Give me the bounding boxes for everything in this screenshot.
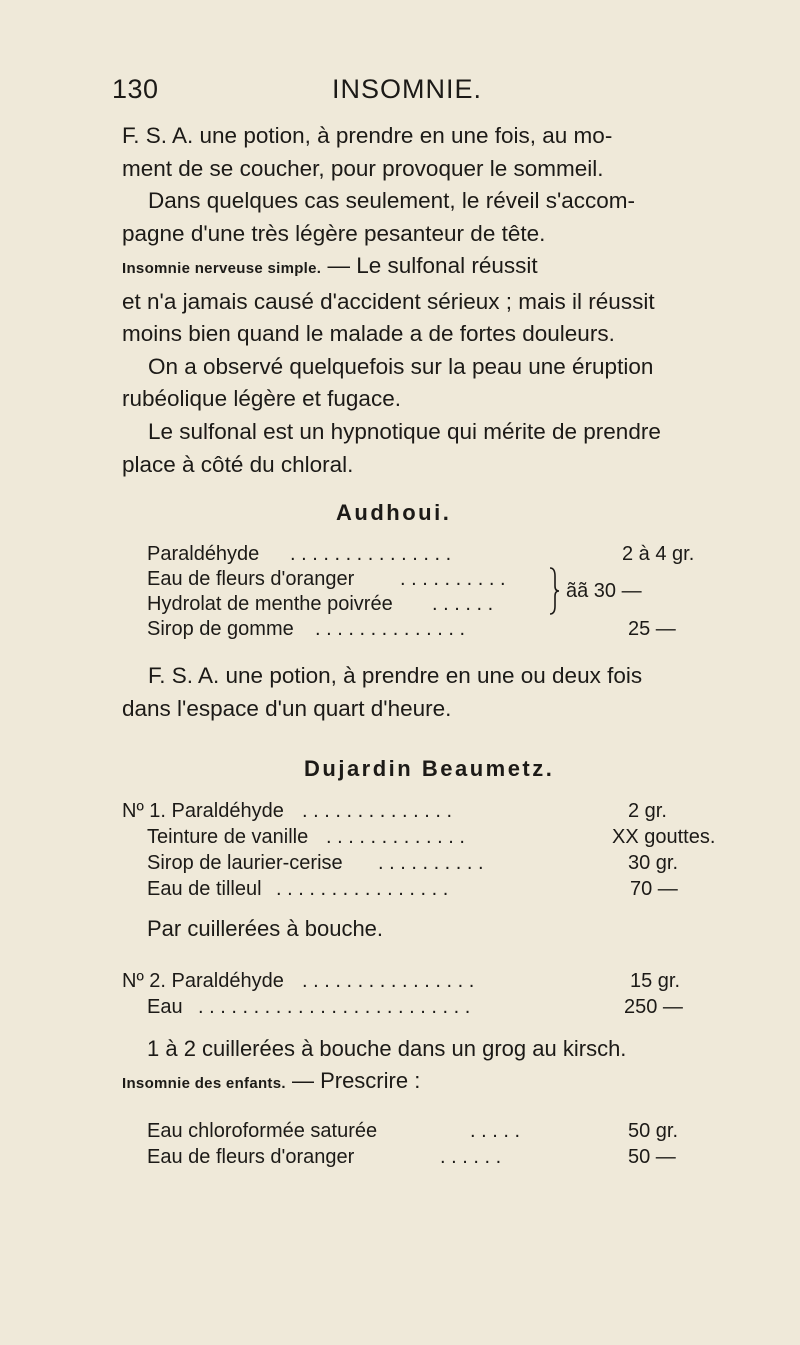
text-line: Dans quelques cas seulement, le réveil s'accom- (148, 188, 636, 214)
formula-row-dose: 25 — (628, 618, 676, 640)
formula-row-dose: 50 gr. (628, 1120, 679, 1142)
section-heading: Insomnie nerveuse simple. (122, 260, 322, 277)
leader-dots: . . . . . . (432, 593, 494, 615)
formula-row-dose: 70 — (630, 878, 678, 900)
text-line: Le sulfonal est un hypnotique qui mérite de prendre (148, 418, 661, 444)
text-line: ment de se coucher, pour provoquer le sommeil. (122, 155, 604, 181)
formula-instruction (122, 660, 732, 725)
formula-row-name: Eau de fleurs d'oranger (147, 568, 355, 590)
page-number: 130 (112, 74, 159, 104)
leader-dots: . . . . . (470, 1120, 521, 1142)
running-title: INSOMNIE. (332, 74, 483, 104)
leader-dots: . . . . . . . . . . (400, 568, 506, 590)
text-line: pagne d'une très légère pesanteur de tête. (122, 220, 546, 246)
curly-brace (547, 566, 561, 616)
formula-row-dose: XX gouttes. (612, 826, 716, 848)
leader-dots: . . . . . . . . . . . . . . . . (302, 970, 475, 992)
formula-row-dose: 2 à 4 gr. (622, 543, 695, 565)
formula-row-name: Eau de tilleul (147, 878, 262, 900)
text-line: rubéolique légère et fugace. (122, 386, 401, 412)
leader-dots: . . . . . . . . . . . . . . (315, 618, 466, 640)
leader-dots: . . . . . . . . . . . . . (326, 826, 465, 848)
paragraph-insomnie-nerveuse (122, 250, 732, 481)
text-line: Insomnie nerveuse simple. — Le sulfonal réussit (122, 253, 538, 278)
formula-row-name: Paraldéhyde (147, 543, 260, 565)
formula-instruction: 1 à 2 cuillerées à bouche dans un grog au kirsch. (147, 1036, 627, 1061)
formula-row-dose: 30 gr. (628, 852, 679, 874)
text-line: et n'a jamais causé d'accident sérieux ; mais il réussit (122, 288, 655, 314)
text-line: F. S. A. une potion, à prendre en une fois, au mo- (122, 123, 613, 148)
formula-row-name: Eau chloroformée saturée (147, 1120, 378, 1142)
leader-dots: . . . . . . . . . . (378, 852, 484, 874)
text-line: moins bien quand le malade a de fortes douleurs. (122, 321, 615, 347)
formula-row-name: Hydrolat de menthe poivrée (147, 593, 393, 615)
leader-dots: . . . . . . . . . . . . . . . (290, 543, 452, 565)
text-line: dans l'espace d'un quart d'heure. (122, 695, 452, 721)
leader-dots: . . . . . . (440, 1146, 502, 1168)
formula-row-name: Nº 2. Paraldéhyde (122, 970, 284, 992)
formula-instruction: Par cuillerées à bouche. (147, 916, 384, 941)
formula-row-name: Teinture de vanille (147, 826, 309, 848)
text-line: F. S. A. une potion, à prendre en une ou deux fois (148, 663, 643, 688)
formula-row-name: Sirop de laurier-cerise (147, 852, 343, 874)
leader-dots: . . . . . . . . . . . . . . . . (276, 878, 449, 900)
paragraph-insomnie-enfants: Insomnie des enfants. — Prescrire : (122, 1068, 421, 1093)
brace-dose: ãã 30 — (566, 580, 642, 602)
formula-row-dose: 50 — (628, 1146, 676, 1168)
section-heading: Insomnie des enfants. (122, 1075, 286, 1092)
leader-dots: . . . . . . . . . . . . . . (302, 800, 453, 822)
formula-row-dose: 15 gr. (630, 970, 681, 992)
leader-dots: . . . . . . . . . . . . . . . . . . . . . . . . . (198, 996, 471, 1018)
formula-row-dose: 2 gr. (628, 800, 667, 822)
formula-row-name: Eau de fleurs d'oranger (147, 1146, 355, 1168)
formula-row-dose: 250 — (624, 996, 683, 1018)
formula-author: Dujardin Beaumetz. (304, 756, 555, 781)
text-line: place à côté du chloral. (122, 451, 354, 477)
formula-row-name: Sirop de gomme (147, 618, 294, 640)
formula-row-name: Nº 1. Paraldéhyde (122, 800, 284, 822)
text-line: On a observé quelquefois sur la peau une éruption (148, 353, 654, 379)
formula-row-name: Eau (147, 996, 183, 1018)
formula-author: Audhoui. (336, 500, 452, 525)
paragraph-potion-intro (122, 120, 732, 250)
